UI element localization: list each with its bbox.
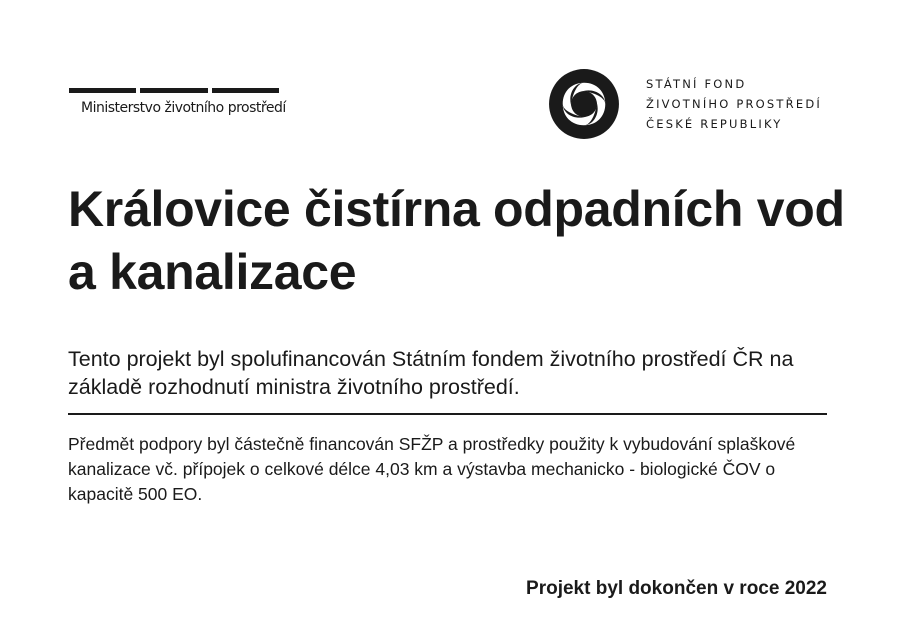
fund-logo-line-1: STÁTNÍ FOND <box>646 77 747 91</box>
ministry-logo <box>69 88 286 116</box>
ministry-logo-bar <box>69 88 136 93</box>
completion-note: Projekt byl dokončen v roce 2022 <box>526 578 827 599</box>
ministry-logo-bar <box>212 88 279 93</box>
fund-logo-line-3: ČESKÉ REPUBLIKY <box>646 117 783 131</box>
circular-swirl-emblem-icon <box>546 66 622 142</box>
fund-logo <box>546 66 822 142</box>
divider <box>68 413 827 415</box>
fund-logo-text <box>646 76 822 132</box>
page-title: Královice čistírna odpadních vod a kanalizace <box>68 181 845 300</box>
fund-logo-line-2: ŽIVOTNÍHO PROSTŘEDÍ <box>646 97 822 111</box>
ministry-logo-bars <box>69 88 279 93</box>
body-text: Předmět podpory byl částečně financován SFŽP a prostředky použity k vybudování splaškové kanalizace vč. přípojek o celkové délce 4,03 km a výstavba mechanicko - biologické ČOV o kapacitě 500 EO. <box>68 434 796 504</box>
ministry-logo-text: Ministerstvo životního prostředí <box>81 100 286 116</box>
ministry-logo-bar <box>140 88 207 93</box>
subtitle: Tento projekt byl spolufinancován Státním fondem životního prostředí ČR na základě rozhodnutí ministra životního prostředí. <box>68 347 794 399</box>
